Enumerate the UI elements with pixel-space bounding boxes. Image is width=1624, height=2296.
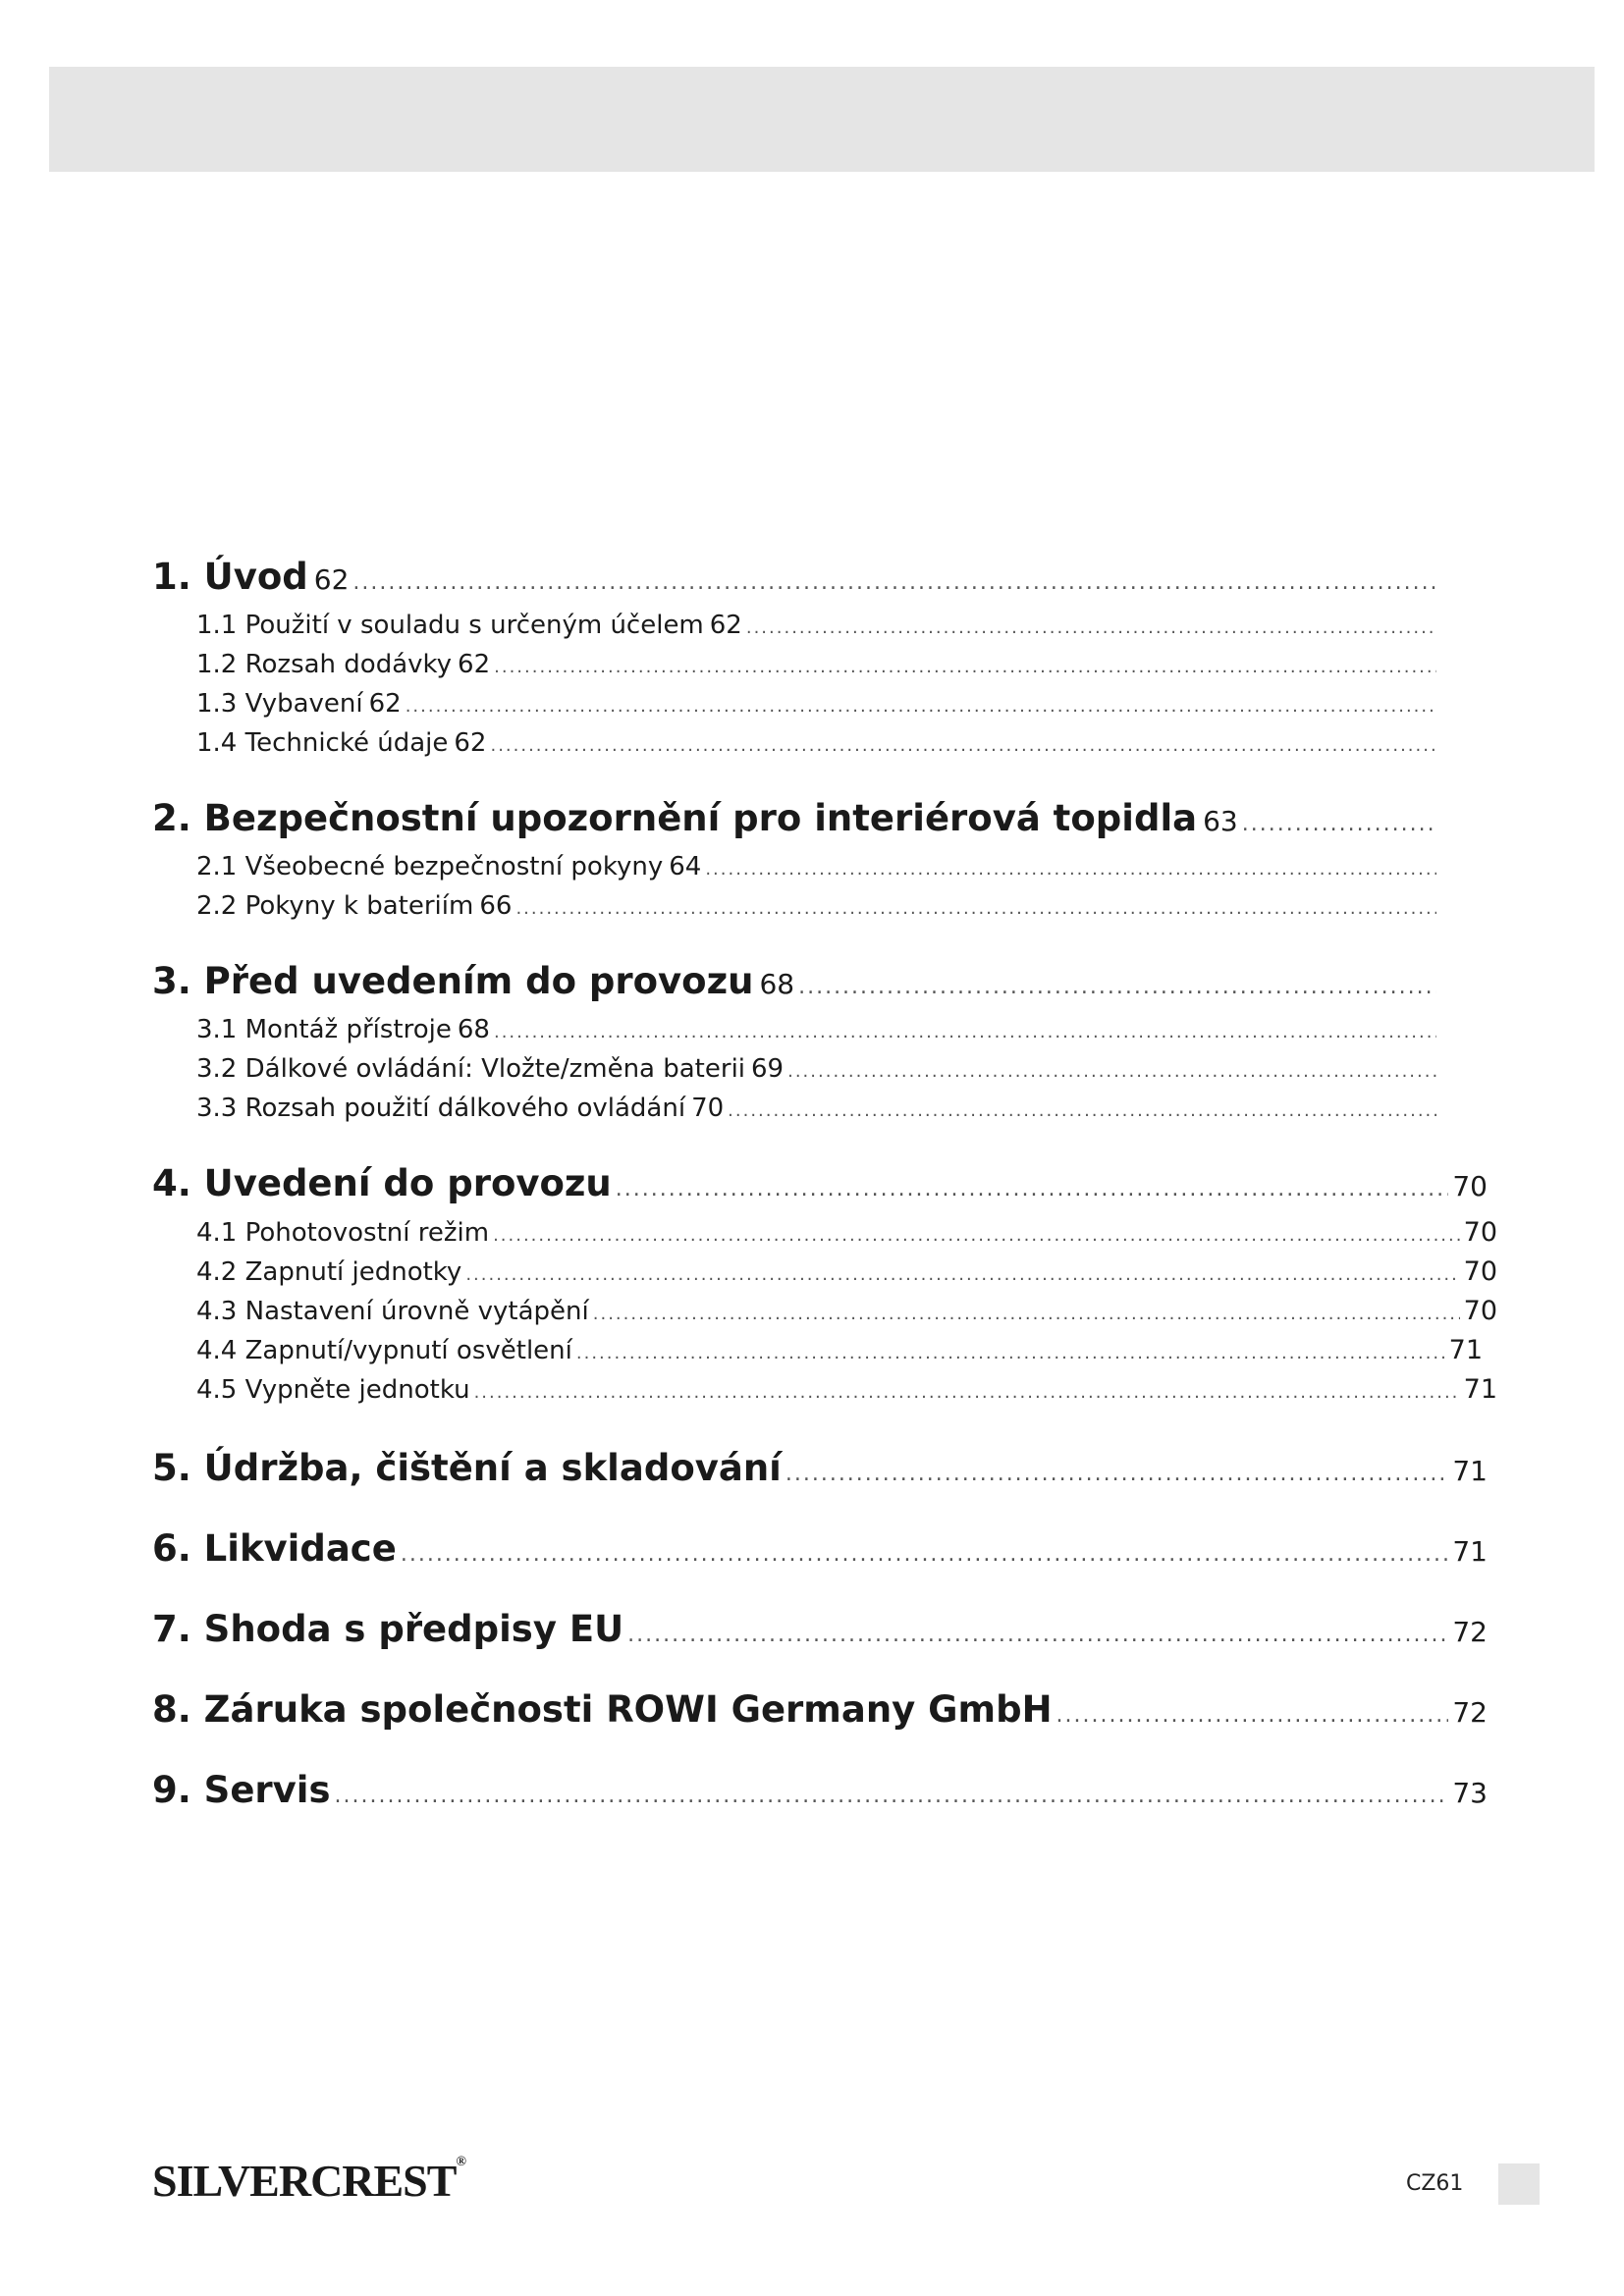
toc-title: 5. Údržba, čištění a skladování: [152, 1447, 782, 1489]
toc-entry-4-3[interactable]: [196, 1296, 1497, 1333]
brand-name: SILVERCREST: [152, 2156, 457, 2206]
toc-page: 68: [759, 968, 795, 1000]
toc-leader: [787, 1061, 1436, 1082]
toc-leader: [593, 1304, 1460, 1324]
toc-entry-3-1[interactable]: [196, 1015, 1440, 1052]
toc-leader: [490, 735, 1436, 756]
toc-entry-2[interactable]: [152, 797, 1440, 848]
toc-leader: [494, 657, 1436, 677]
toc-entry-6[interactable]: [152, 1527, 1488, 1578]
registered-mark: ®: [456, 2155, 465, 2169]
toc-page: 73: [1452, 1777, 1488, 1809]
toc-leader: [728, 1100, 1436, 1121]
toc-page: 64: [669, 852, 702, 881]
toc-title: 6. Likvidace: [152, 1527, 397, 1570]
toc-leader: [401, 1542, 1449, 1567]
toc-title: 3.1 Montáž přístroje: [196, 1015, 452, 1044]
toc-page: 70: [1463, 1256, 1497, 1287]
toc-title: 3.2 Dálkové ovládání: Vložte/změna baterii: [196, 1054, 746, 1084]
toc-page: 62: [313, 563, 350, 596]
toc-entry-4[interactable]: [152, 1162, 1488, 1213]
toc-title: 4.4 Zapnutí/vypnutí osvětlení: [196, 1336, 572, 1365]
toc-leader: [746, 617, 1436, 638]
toc-entry-2-1[interactable]: [196, 852, 1440, 889]
toc-title: 1. Úvod: [152, 556, 308, 598]
toc-leader: [352, 570, 1436, 595]
toc-leader: [406, 696, 1436, 717]
toc-leader: [474, 1382, 1460, 1403]
toc-leader: [576, 1343, 1445, 1363]
toc-leader: [465, 1264, 1459, 1285]
toc-entry-1-3[interactable]: [196, 689, 1440, 726]
page-marker-box: [1498, 2163, 1540, 2205]
toc-page: 66: [479, 891, 513, 921]
toc-entry-9[interactable]: [152, 1769, 1488, 1820]
toc-title: 7. Shoda s předpisy EU: [152, 1608, 624, 1650]
toc-title: 1.4 Technické údaje: [196, 728, 449, 758]
toc-entry-1-4[interactable]: [196, 728, 1440, 766]
toc-entry-4-5[interactable]: [196, 1374, 1497, 1412]
toc-page: 72: [1452, 1616, 1488, 1648]
toc-page: 63: [1203, 805, 1238, 837]
toc-title: 4.1 Pohotovostní režim: [196, 1218, 490, 1248]
toc-leader: [1242, 812, 1436, 836]
toc-title: 4.2 Zapnutí jednotky: [196, 1257, 462, 1287]
toc-title: 2.1 Všeobecné bezpečnostní pokyny: [196, 852, 664, 881]
toc-page: 71: [1448, 1335, 1483, 1365]
toc-title: 4. Uvedení do provozu: [152, 1162, 612, 1204]
toc-title: 9. Servis: [152, 1769, 331, 1811]
toc-page: 69: [751, 1054, 785, 1084]
toc-entry-3-3[interactable]: [196, 1094, 1440, 1131]
toc-leader: [798, 975, 1436, 999]
toc-entry-1-1[interactable]: [196, 611, 1440, 648]
toc-leader: [785, 1462, 1449, 1486]
toc-page: 70: [1463, 1296, 1497, 1326]
toc-entry-1[interactable]: [152, 556, 1440, 607]
toc-entry-4-4[interactable]: [196, 1335, 1483, 1372]
toc-page: 71: [1452, 1455, 1488, 1487]
toc-entry-4-1[interactable]: [196, 1217, 1497, 1255]
silvercrest-logo: [152, 2155, 465, 2207]
toc-page: 72: [1452, 1696, 1488, 1729]
toc-entry-3[interactable]: [152, 960, 1440, 1011]
toc-leader: [616, 1177, 1449, 1201]
toc-page: 70: [1452, 1170, 1488, 1202]
toc-leader: [627, 1623, 1448, 1647]
toc-entry-7[interactable]: [152, 1608, 1488, 1659]
page-number: CZ61: [1406, 2171, 1464, 2196]
toc-title: 1.1 Použití v souladu s určeným účelem: [196, 611, 704, 640]
toc-title: 4.5 Vypněte jednotku: [196, 1375, 470, 1405]
toc-page: 62: [458, 650, 491, 679]
toc-entry-8[interactable]: [152, 1688, 1488, 1739]
toc-leader: [1056, 1703, 1449, 1728]
toc-title: 3. Před uvedením do provozu: [152, 960, 754, 1002]
toc-title: 1.3 Vybavení: [196, 689, 363, 719]
toc-title: 2. Bezpečnostní upozornění pro interiérová topidla: [152, 797, 1198, 839]
toc-leader: [494, 1022, 1436, 1042]
toc-entry-3-2[interactable]: [196, 1054, 1440, 1092]
toc-page: 71: [1463, 1374, 1497, 1405]
toc-leader: [515, 898, 1436, 919]
toc-title: 8. Záruka společnosti ROWI Germany GmbH: [152, 1688, 1053, 1731]
toc-leader: [705, 859, 1436, 880]
toc-leader: [493, 1225, 1460, 1246]
toc-title: 4.3 Nastavení úrovně vytápění: [196, 1297, 589, 1326]
toc-page: 68: [457, 1015, 490, 1044]
toc-page: 62: [709, 611, 742, 640]
toc-entry-4-2[interactable]: [196, 1256, 1497, 1294]
toc-title: 1.2 Rozsah dodávky: [196, 650, 453, 679]
toc-page: 62: [368, 689, 402, 719]
toc-page: 70: [1463, 1217, 1497, 1248]
toc-page: 70: [691, 1094, 725, 1123]
toc-title: 3.3 Rozsah použití dálkového ovládání: [196, 1094, 686, 1123]
toc-leader: [335, 1784, 1449, 1808]
toc-title: 2.2 Pokyny k bateriím: [196, 891, 474, 921]
toc-entry-5[interactable]: [152, 1447, 1488, 1498]
toc-entry-1-2[interactable]: [196, 650, 1440, 687]
toc-page: 62: [454, 728, 487, 758]
toc-entry-2-2[interactable]: [196, 891, 1440, 929]
toc-page: 71: [1452, 1535, 1488, 1568]
